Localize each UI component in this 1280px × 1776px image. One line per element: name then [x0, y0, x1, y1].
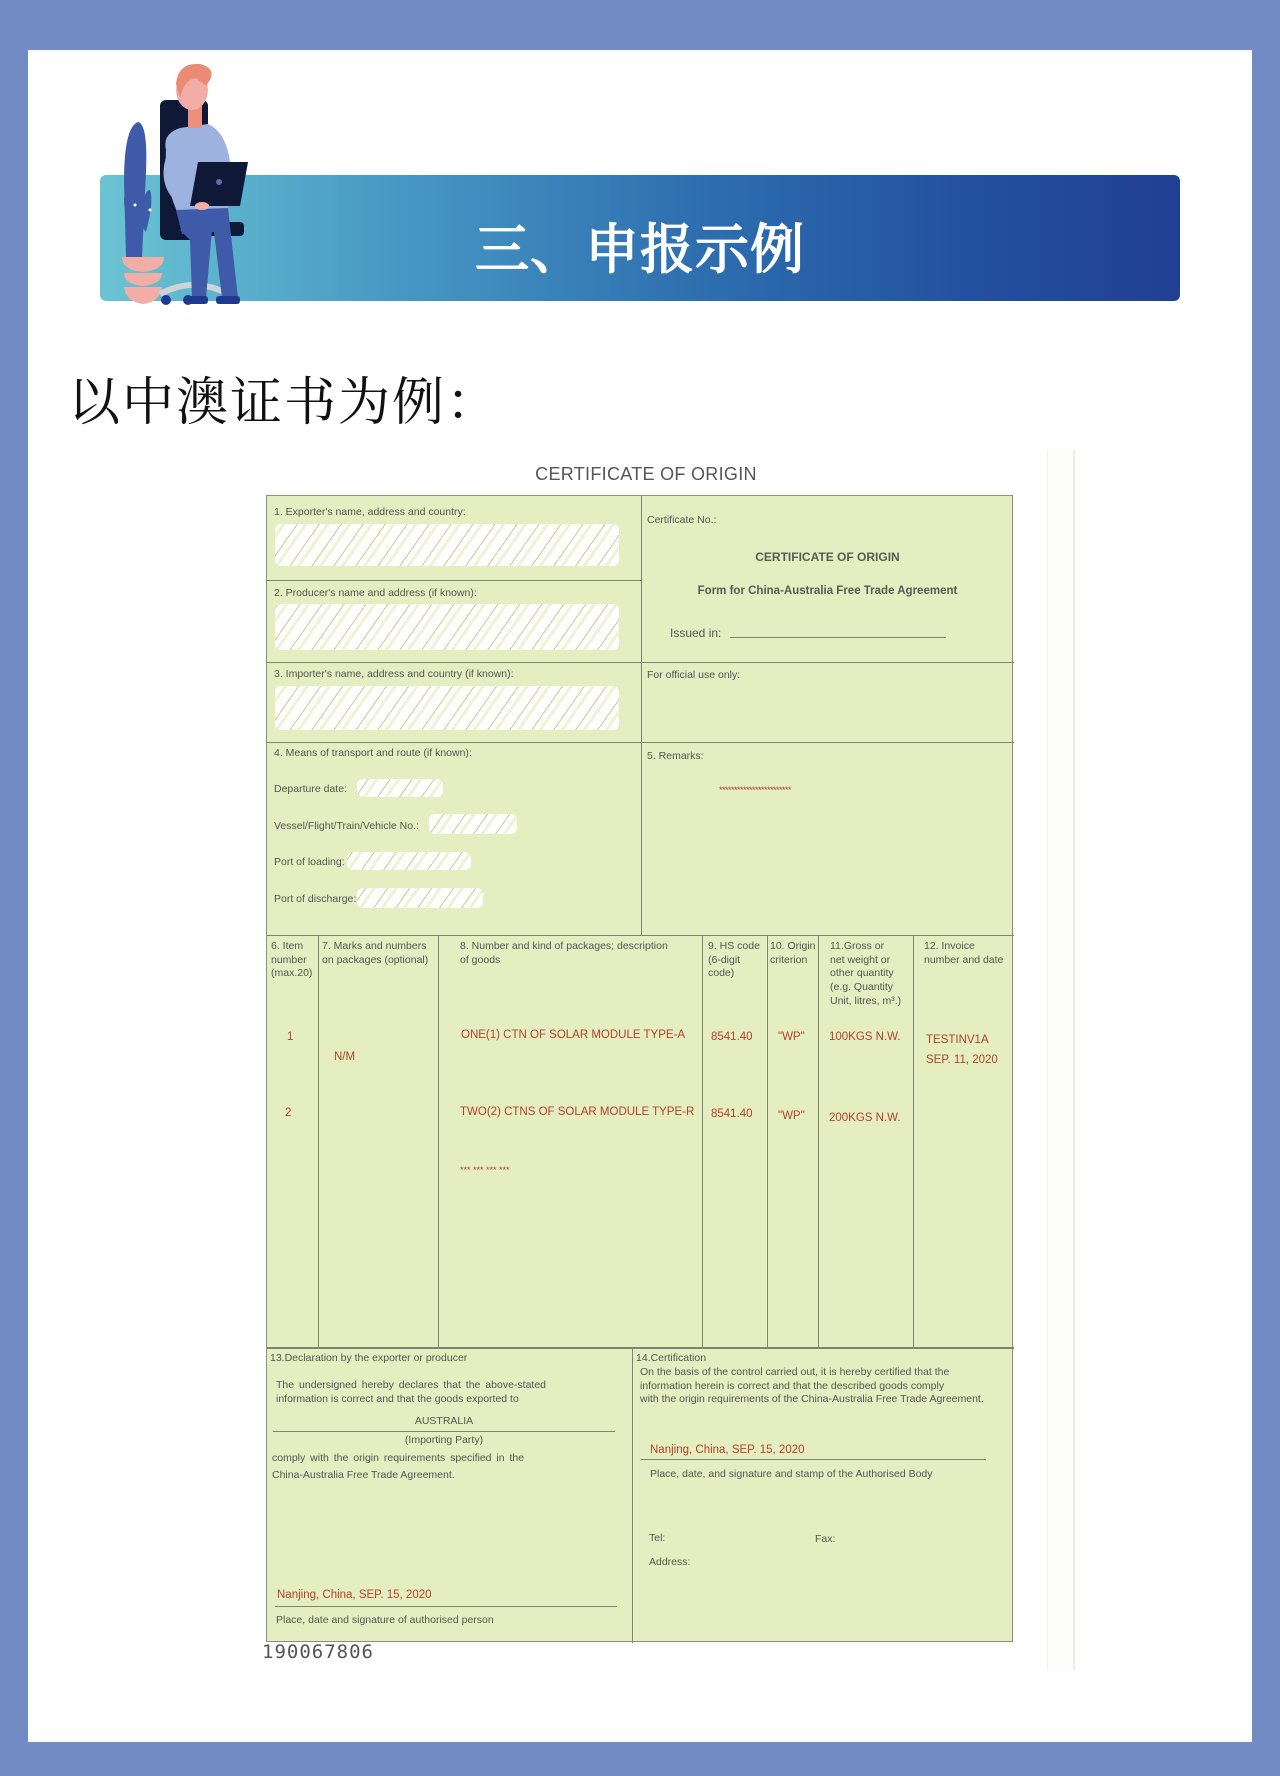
banner-title: 三、申报示例 — [475, 218, 805, 281]
port-discharge-label: Port of discharge: — [274, 893, 357, 905]
fax-label: Fax: — [815, 1533, 836, 1545]
issued-in-line — [730, 637, 946, 638]
row1-weight: 100KGS N.W. — [829, 1031, 901, 1043]
box13-label: 13.Declaration by the exporter or producer — [270, 1352, 468, 1364]
row2-origin: "WP" — [778, 1110, 805, 1122]
serial-number: 190067806 — [262, 1641, 374, 1663]
box13-text-l4: China-Australia Free Trade Agreement. — [272, 1469, 455, 1481]
box1-label: 1. Exporter's name, address and country: — [274, 506, 466, 518]
importing-country: AUSTRALIA — [414, 1415, 474, 1427]
departure-date-redacted — [357, 779, 443, 797]
row1-description: ONE(1) CTN OF SOLAR MODULE TYPE-A — [461, 1029, 686, 1041]
issued-in-label: Issued in: — [670, 626, 722, 640]
hs-code-header: 9. HS code (6-digit code) — [708, 940, 760, 980]
row2-hs-code: 8541.40 — [711, 1108, 753, 1120]
page-subheading: 以中澳证书为例： — [68, 373, 501, 433]
tel-label: Tel: — [649, 1532, 666, 1544]
invoice-header: 12. Invoice number and date — [924, 940, 1004, 966]
header-box-subheading: Form for China-Australia Free Trade Agreement — [697, 585, 958, 597]
vessel-label: Vessel/Flight/Train/Vehicle No.: — [274, 820, 419, 832]
box2-label: 2. Producer's name and address (if known): — [274, 587, 477, 599]
importer-redacted — [275, 686, 619, 730]
row2-weight: 200KGS N.W. — [829, 1112, 901, 1124]
row1-invoice-no: TESTINV1A — [926, 1034, 989, 1046]
row2-item: 2 — [285, 1107, 292, 1119]
certificate-title: CERTIFICATE OF ORIGIN — [535, 464, 757, 484]
certificate-no-label: Certificate No.: — [647, 514, 717, 526]
port-loading-label: Port of loading: — [274, 856, 345, 868]
box14-text: On the basis of the control carried out, it is hereby certified that the information herein is correct and that the described goods comply with the origin requirements of the China-Australia Free Trade Agreement. — [640, 1366, 984, 1406]
marks-header: 7. Marks and numbers on packages (optional) — [322, 940, 429, 966]
row1-item: 1 — [287, 1031, 294, 1043]
certificate-form — [266, 495, 1013, 1642]
port-loading-redacted — [347, 852, 471, 870]
vessel-redacted — [429, 814, 517, 834]
remarks-value: ************************ — [719, 785, 792, 795]
port-discharge-redacted — [357, 888, 483, 908]
box14-place-date: Nanjing, China, SEP. 15, 2020 — [650, 1444, 805, 1456]
description-header: 8. Number and kind of packages; description of goods — [460, 940, 668, 966]
producer-redacted — [275, 604, 619, 650]
origin-criterion-header: 10. Origin criterion — [770, 940, 816, 966]
box14-signature-caption: Place, date, and signature and stamp of the Authorised Body — [650, 1468, 933, 1480]
box13-text: The undersigned hereby declares that the above-stated information is correct and that the goods exported to — [276, 1379, 547, 1405]
importing-party-caption: (Importing Party) — [404, 1434, 484, 1446]
official-use-label: For official use only: — [647, 669, 741, 681]
box13-signature-caption: Place, date and signature of authorised person — [276, 1614, 494, 1626]
header-box-heading: CERTIFICATE OF ORIGIN — [755, 550, 900, 564]
person-laptop-illustration-icon — [120, 62, 290, 308]
box13-text-l3: comply with the origin requirements specified in the — [272, 1452, 525, 1464]
row1-invoice-date: SEP. 11, 2020 — [926, 1054, 998, 1066]
weight-header: 11.Gross or net weight or other quantity (e.g. Quantity Unit, litres, m³.) — [830, 940, 902, 1007]
address-label: Address: — [649, 1556, 691, 1568]
row1-hs-code: 8541.40 — [711, 1031, 753, 1043]
box5-label: 5. Remarks: — [647, 750, 704, 762]
row2-description: TWO(2) CTNS OF SOLAR MODULE TYPE-R — [460, 1106, 695, 1118]
box4-label: 4. Means of transport and route (if known): — [274, 747, 472, 759]
box14-label: 14.Certification — [636, 1352, 707, 1364]
row1-origin: "WP" — [778, 1031, 805, 1043]
box3-label: 3. Importer's name, address and country (if known): — [274, 668, 514, 680]
exporter-redacted — [275, 524, 619, 566]
marks-value: N/M — [334, 1051, 356, 1063]
goods-end-marker: *** *** *** *** — [460, 1165, 510, 1175]
departure-date-label: Departure date: — [274, 783, 347, 795]
scan-edge — [1047, 450, 1075, 1670]
item-header: 6. Item number (max.20) — [271, 940, 313, 980]
box13-place-date: Nanjing, China, SEP. 15, 2020 — [277, 1589, 432, 1601]
